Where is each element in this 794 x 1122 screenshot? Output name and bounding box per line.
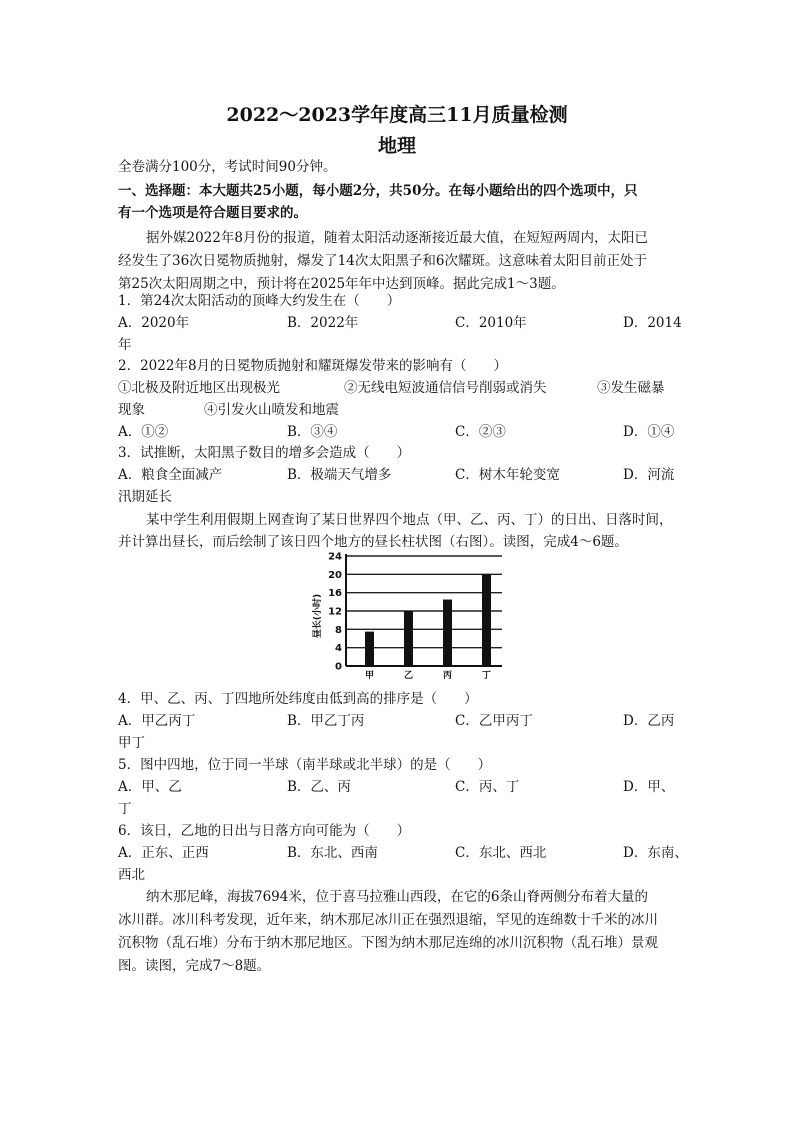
passage3-line-1: 纳木那尼峰，海拔7694米，位于喜马拉雅山西段，在它的6条山脊两侧分布着大量的 (146, 889, 648, 905)
q3-option-c: C．树木年轮变宽 (455, 467, 560, 483)
q6-stem: 6．该日，乙地的日出与日落方向可能为（ ） (118, 823, 411, 839)
q2-stem: 2．2022年8月的日冕物质抛射和耀斑爆发带来的影响有（ ） (118, 358, 508, 374)
q6-option-d: D．东南、 (623, 845, 688, 861)
chart-bar (404, 611, 413, 666)
q4-option-d-wrap: 甲丁 (118, 735, 145, 751)
chart-y-tick-label: 4 (335, 643, 342, 655)
passage3-line-4: 图。读图，完成7～8题。 (118, 958, 271, 974)
q4-option-a: A．甲乙丙丁 (118, 713, 196, 729)
q2-option-b: B．③④ (287, 424, 338, 440)
q2-statement-1: ①北极及附近地区出现极光 (118, 380, 280, 396)
q3-option-d: D．河流 (623, 467, 675, 483)
q5-option-b: B．乙、丙 (287, 779, 351, 795)
q1-option-c: C．2010年 (455, 315, 527, 331)
chart-x-tick-label: 乙 (403, 671, 414, 680)
q3-option-b: B．极端天气增多 (287, 467, 392, 483)
chart-bar (443, 600, 452, 666)
chart-x-ticks (365, 669, 491, 680)
q3-stem: 3．试推断，太阳黑子数目的增多会造成（ ） (118, 445, 411, 461)
q3-option-a: A．粮食全面减产 (118, 467, 223, 483)
q1-option-b: B．2022年 (287, 315, 359, 331)
day-length-bar-chart (300, 550, 510, 680)
passage2-line-1: 某中学生利用假期上网查询了某日世界四个地点（甲、乙、丙、丁）的日出、日落时间， (146, 512, 673, 528)
passage1-line-1: 据外媒2022年8月份的报道，随着太阳活动逐渐接近最大值，在短短两周内，太阳已 (146, 230, 648, 246)
q5-stem: 5．图中四地，位于同一半球（南半球或北半球）的是（ ） (118, 757, 492, 773)
chart-y-ticks (328, 552, 342, 673)
chart-y-tick-label: 20 (328, 569, 342, 581)
chart-y-label: 昼长(小时) (313, 593, 323, 639)
q4-option-b: B．甲乙丁丙 (287, 713, 365, 729)
q2-option-c: C．②③ (455, 424, 506, 440)
chart-bar (365, 632, 374, 666)
q2-statement-3-wrap: 现象 (118, 402, 145, 418)
chart-bars (365, 574, 491, 666)
passage1-line-2: 经发生了36次日冕物质抛射，爆发了14次太阳黑子和6次耀斑。这意味着太阳目前正处于 (118, 253, 647, 269)
subject-title: 地理 (377, 135, 416, 157)
section-instruction-line-1: 一、选择题：本大题共25小题，每小题2分，共50分。在每小题给出的四个选项中，只 (118, 183, 638, 199)
exam-title: 2022～2023学年度高三11月质量检测 (226, 104, 568, 126)
q5-option-d: D．甲、 (623, 779, 675, 795)
q1-option-a: A．2020年 (118, 315, 190, 331)
q4-option-c: C．乙甲丙丁 (455, 713, 533, 729)
q6-option-a: A．正东、正西 (118, 845, 209, 861)
chart-x-tick-label: 丁 (481, 671, 492, 680)
section-instruction-line-2: 有一个选项是符合题目要求的。 (118, 205, 307, 221)
chart-y-tick-label: 12 (328, 606, 342, 618)
q2-statement-3: ③发生磁暴 (597, 380, 665, 396)
q2-statement-4: ④引发火山喷发和地震 (204, 402, 339, 418)
full-marks-note: 全卷满分100分，考试时间90分钟。 (118, 159, 337, 175)
chart-y-tick-label: 16 (328, 588, 342, 600)
passage3-line-3: 沉积物（乱石堆）分布于纳木那尼地区。下图为纳木那尼连绵的冰川沉积物（乱石堆）景观 (118, 935, 658, 951)
chart-y-tick-label: 0 (335, 661, 342, 673)
q2-option-a: A．①② (118, 424, 169, 440)
passage2-line-2: 并计算出昼长，而后绘制了该日四个地方的昼长柱状图（右图）。读图，完成4～6题。 (118, 534, 628, 550)
chart-x-tick-label: 甲 (364, 671, 375, 680)
passage1-line-3: 第25次太阳周期之中，预计将在2025年年中达到顶峰。据此完成1～3题。 (118, 276, 565, 292)
q3-option-d-wrap: 汛期延长 (118, 489, 172, 505)
q4-stem: 4．甲、乙、丙、丁四地所处纬度由低到高的排序是（ ） (118, 691, 478, 707)
chart-y-tick-label: 24 (328, 551, 342, 563)
q5-option-c: C．丙、丁 (455, 779, 520, 795)
chart-x-tick-label: 丙 (442, 671, 453, 680)
q5-option-d-wrap: 丁 (118, 801, 132, 817)
q2-option-d: D．①④ (623, 424, 675, 440)
q5-option-a: A．甲、乙 (118, 779, 182, 795)
chart-bar (482, 574, 491, 666)
q6-option-c: C．东北、西北 (455, 845, 547, 861)
q1-stem: 1．第24次太阳活动的顶峰大约发生在（ ） (118, 293, 401, 309)
q6-option-b: B．东北、西南 (287, 845, 378, 861)
q4-option-d: D．乙丙 (623, 713, 675, 729)
q1-option-d-wrap: 年 (118, 337, 132, 353)
q6-option-d-wrap: 西北 (118, 867, 145, 883)
q1-option-d: D．2014 (623, 315, 682, 331)
passage3-line-2: 冰川群。冰川科考发现，近年来，纳木那尼冰川正在强烈退缩，罕见的连绵数十千米的冰川 (118, 912, 658, 928)
q2-statement-2: ②无线电短波通信信号削弱或消失 (344, 380, 547, 396)
chart-y-tick-label: 8 (335, 624, 342, 636)
